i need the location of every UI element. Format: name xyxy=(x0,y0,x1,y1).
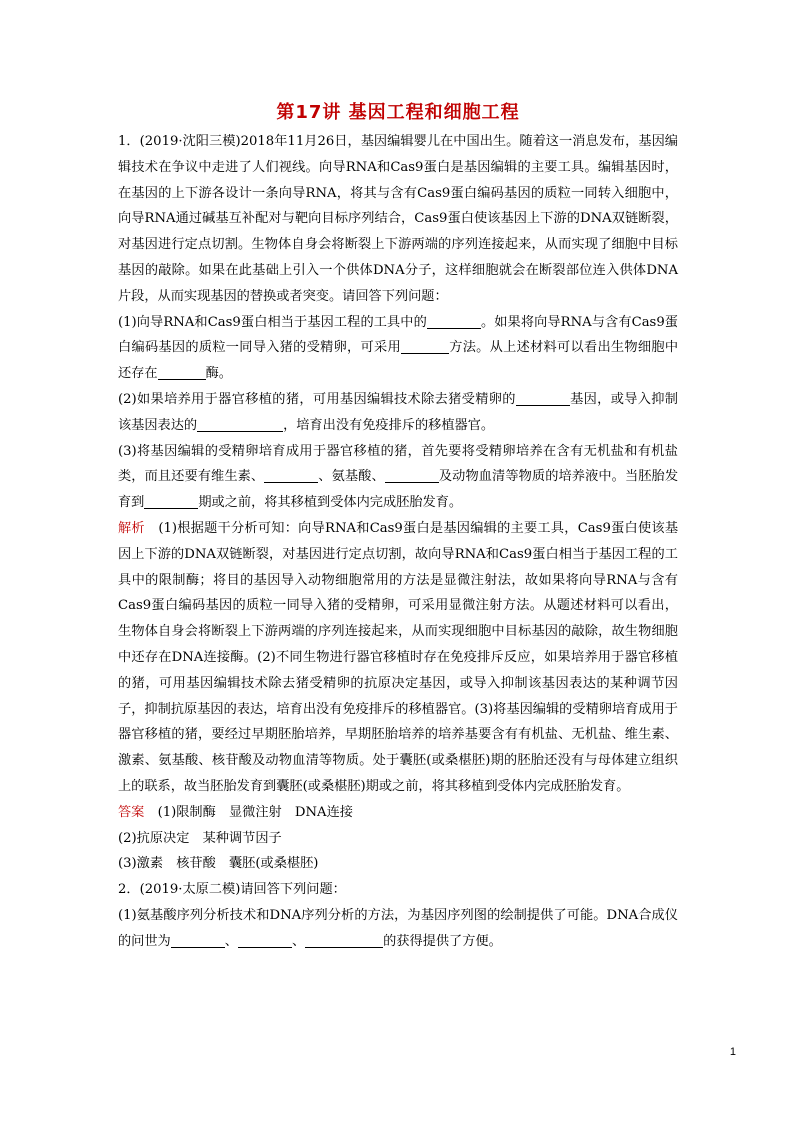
document-page xyxy=(118,0,678,1123)
answer-blank xyxy=(427,313,481,329)
answer-line-3: (3)激素 核苷酸 囊胚(或桑椹胚) xyxy=(118,856,319,872)
answer-blank xyxy=(158,364,206,380)
question-1-part-1 xyxy=(118,310,678,387)
question-2-part-1 xyxy=(118,903,678,955)
answer-blank xyxy=(144,493,198,509)
q1-p3-text-d: 期或之前，将其移植到受体内完成胚胎发育。 xyxy=(198,495,463,511)
q1-p1-text-c: 方法。从上述材料可以看出生物细胞中还存在 xyxy=(118,340,679,382)
page-title: 第17讲 基因工程和细胞工程 xyxy=(276,102,520,123)
q2-p1-text-a: (1)氨基酸序列分析技术和DNA序列分析的方法，为基因序列图的绘制提供了可能。DNA合成仪的问世为 xyxy=(118,907,678,949)
q1-p2-text-a: (2)如果培养用于器官移植的猪，可用基因编辑技术除去猪受精卵的 xyxy=(118,391,516,407)
answer-blank xyxy=(385,467,439,483)
question-1-intro: 1．(2019·沈阳三模)2018年11月26日，基因编辑婴儿在中国出生。随着这一消息发布，基因编辑技术在争议中走进了人们视线。向导RNA和Cas9蛋白是基因编辑的主要工具。编辑基因时，在基因的上下游各设计一条向导RNA，将其与含有Cas9蛋白编码基因的质粒一同转入细胞中，向导RNA通过碱基互补配对与靶向目标序列结合，Cas9蛋白使该基因上下游的DNA双链断裂，对基因进行定点切割。生物体自身会将断裂上下游两端的序列连接起来，从而实现了细胞中目标基因的敲除。如果在此基础上引入一个供体DNA分子，这样细胞就会在断裂部位连入供体DNA片段，从而实现基因的替换或者突变。请回答下列问题： xyxy=(118,134,678,304)
answer-blank xyxy=(516,390,570,406)
answer-blank xyxy=(171,932,225,948)
q1-p2-text-c: ，培育出没有免疫排斥的移植器官。 xyxy=(283,417,495,433)
q2-p1-text-d: 的获得提供了方便。 xyxy=(383,933,502,949)
answer-blank xyxy=(305,932,383,948)
q1-p2-text-b: 基因，或导入抑制该基因表达的 xyxy=(118,391,678,433)
page-number: 1 xyxy=(729,1046,736,1058)
question-1-part-3 xyxy=(118,439,678,516)
answer-label: 答案 xyxy=(118,804,145,820)
q1-p3-text-a: (3)将基因编辑的受精卵培育成用于器官移植的猪，首先要将受精卵培养在含有无机盐和有机盐类，而且还要有维生素、 xyxy=(118,443,678,485)
question-1-part-2 xyxy=(118,387,678,439)
question-2-intro: 2．(2019·太原二模)请回答下列问题： xyxy=(118,882,346,898)
q1-p1-text-b: 。如果将向导RNA与含有Cas9蛋白编码基因的质粒一同导入猪的受精卵，可采用 xyxy=(118,314,678,356)
analysis-label: 解析 xyxy=(118,520,145,536)
analysis-section xyxy=(118,516,678,800)
answer-line-1 xyxy=(118,800,678,826)
q1-p1-text-d: 酶。 xyxy=(205,366,232,382)
analysis-text: (1)根据题干分析可知：向导RNA和Cas9蛋白是基因编辑的主要工具，Cas9蛋白使该基因上下游的DNA双链断裂，对基因进行定点切割，故向导RNA和Cas9蛋白相当于基因工程的工具中的限制酶；将目的基因导入动物细胞常用的方法是显微注射法，故如果将向导RNA与含有Cas9蛋白编码基因的质粒一同导入猪的受精卵，可采用显微注射方法。从题述材料可以看出，生物体自身会将断裂上下游两端的序列连接起来，从而实现细胞中目标基因的敲除，故生物细胞中还存在DNA连接酶。(2)不同生物进行器官移植时存在免疫排斥反应，如果培养用于器官移植的猪，可用基因编辑技术除去猪受精卵的抗原决定基因，或导入抑制该基因表达的某种调节因子，抑制抗原基因的表达，培育出没有免疫排斥的移植器官。(3)将基因编辑的受精卵培育成用于器官移植的猪，要经过早期胚胎培养，早期胚胎培养的培养基要含有有机盐、无机盐、维生素、激素、氨基酸、核苷酸及动物血清等物质。处于囊胚(或桑椹胚)期的胚胎还没有与母体建立组织上的联系，故当胚胎发育到囊胚(或桑椹胚)期或之前，将其移植到受体内完成胚胎发育。 xyxy=(118,520,679,794)
q2-p1-text-b: 、 xyxy=(224,933,238,949)
answer-blank xyxy=(197,416,283,432)
answer-blank xyxy=(264,467,318,483)
answer-blank xyxy=(238,932,292,948)
q1-p3-text-b: 、氨基酸、 xyxy=(318,469,385,485)
q1-p1-text-a: (1)向导RNA和Cas9蛋白相当于基因工程的工具中的 xyxy=(118,314,427,330)
q2-p1-text-c: 、 xyxy=(291,933,306,949)
q1-p3-text-c: 及动物血清等物质的培养液中。当胚胎发育到 xyxy=(118,469,679,511)
answer-text-1: (1)限制酶 显微注射 DNA连接 xyxy=(157,804,353,820)
answer-blank xyxy=(401,338,449,354)
answer-line-2: (2)抗原决定 某种调节因子 xyxy=(118,830,282,846)
document-body xyxy=(118,129,678,955)
